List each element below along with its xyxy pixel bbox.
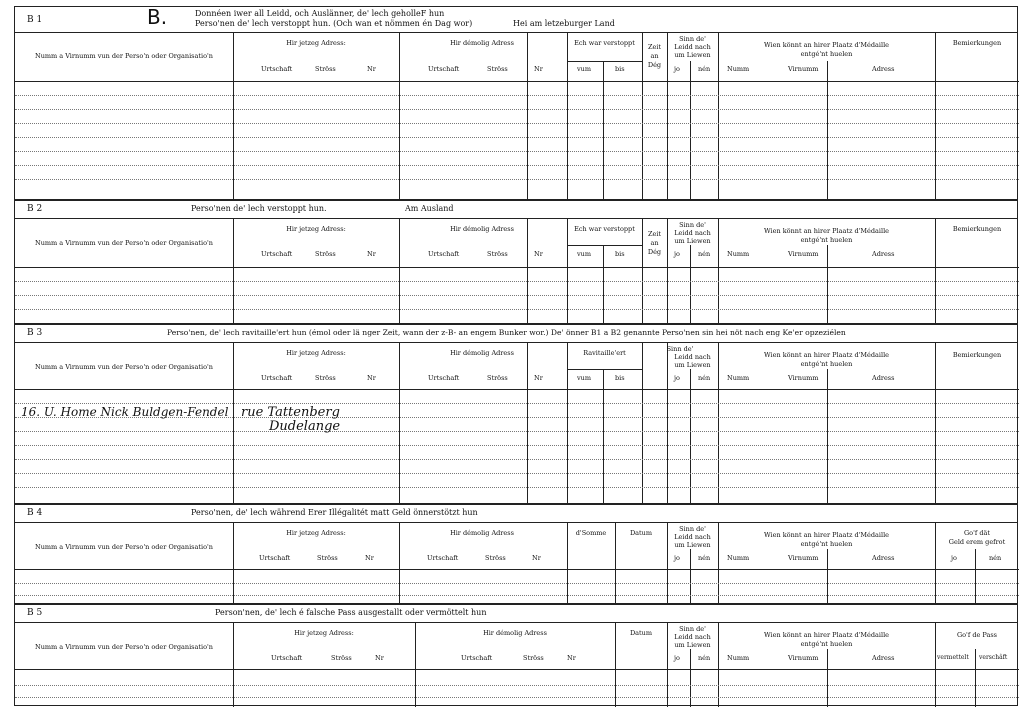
b5-header-pass-issued: vermettelt [937, 654, 969, 661]
b5-header-no: nén [698, 654, 711, 662]
b3-entry-address-line2: Dudelange [269, 419, 341, 434]
b2-header-medal-address: Adress [872, 250, 895, 258]
b1-header-name: Numm a Virnumm vun der Perso'n oder Organisatio'n [35, 52, 213, 60]
b5-header-number-former: Nr [567, 654, 576, 662]
b3-entry-name: 16. U. Home Nick Buldgen-Fendel [21, 405, 229, 419]
b3-header-medal-2: entgé'nt huelen [800, 360, 853, 368]
b3-header-name: Numm a Virnumm vun der Perso'n oder Organisatio'n [35, 363, 213, 371]
b1-header-street-former: Ströss [487, 65, 508, 73]
b3-header-medal-first: Virnumm [788, 374, 819, 382]
b2-header-number: Nr [367, 250, 376, 258]
b2-header-time-3: Dég [647, 248, 662, 256]
b4-header-street-former: Ströss [485, 554, 506, 562]
b3-header-from: vum [577, 374, 592, 382]
b1-header-medal-name: Numm [727, 65, 750, 73]
b1-header-to: bis [615, 65, 625, 73]
b5-header-pass-1: Go'f de Pass [956, 631, 998, 639]
b1-header-from: vum [577, 65, 592, 73]
b2-header-yes: jo [674, 250, 680, 258]
b3-header-yes: jo [674, 374, 680, 382]
b2-header-street-former: Ströss [487, 250, 508, 258]
b1-header-number-former: Nr [534, 65, 543, 73]
b4-header-money-no: nén [989, 554, 1002, 562]
b3-header-number: Nr [367, 374, 376, 382]
b5-header-medal-address: Adress [872, 654, 895, 662]
b5-header-former-address: Hir démolig Adress [483, 629, 547, 637]
b3-header-lost-1: Sinn de' [666, 345, 694, 353]
b2-header-name: Numm a Virnumm vun der Perso'n oder Organisatio'n [35, 239, 213, 247]
b1-header-no: nén [698, 65, 711, 73]
b1-header-locality: Urtschaft [261, 65, 293, 73]
section-b4 [14, 504, 1018, 604]
b3-header-street: Ströss [315, 374, 336, 382]
b5-header-medal-first: Virnumm [788, 654, 819, 662]
b1-header-medal-2: entgé'nt huelen [800, 50, 853, 58]
b4-header-yes: jo [674, 554, 680, 562]
b1-header-remarks: Bemierkungen [952, 39, 1002, 47]
b4-header-lost-1: Sinn de' [679, 525, 706, 533]
section-b4-title-bar [15, 505, 1017, 523]
b5-header-locality: Urtschaft [271, 654, 303, 662]
b2-header-remarks: Bemierkungen [952, 225, 1002, 233]
section-b1-title-line1: Donnéen iwer all Leidd, och Auslänner, de' lech geholleF hun [195, 9, 445, 18]
section-b5-code: B 5 [27, 608, 43, 618]
b3-header-no: nén [698, 374, 711, 382]
b1-header-street: Ströss [315, 65, 336, 73]
b2-header-lost-1: Sinn de' [679, 221, 706, 229]
b5-header-yes: jo [674, 654, 680, 662]
b3-header-street-former: Ströss [487, 374, 508, 382]
b4-header-money-1: Go'f dät [963, 529, 990, 537]
b3-header-lost-2: Leidd nach [674, 353, 711, 361]
b3-header-number-former: Nr [534, 374, 543, 382]
b4-header-no: nén [698, 554, 711, 562]
b1-header-time-3: Dég [647, 61, 662, 69]
b5-header-medal-name: Numm [727, 654, 750, 662]
b4-header-money-yes: jo [951, 554, 957, 562]
b4-header-former-address: Hir démolig Adress [450, 529, 514, 537]
b4-header-lost-2: Leidd nach [674, 533, 711, 541]
b5-header-street: Ströss [331, 654, 352, 662]
b3-header-to: bis [615, 374, 625, 382]
b3-header-remarks: Bemierkungen [952, 351, 1002, 359]
b4-header-medal-1: Wien könnt an hirer Plaatz d'Médaille [763, 531, 890, 539]
b3-header-locality: Urtschaft [261, 374, 293, 382]
section-b1-code: B 1 [27, 15, 43, 25]
b4-header-number: Nr [365, 554, 374, 562]
b2-header-to: bis [615, 250, 625, 258]
b2-header-medal-2: entgé'nt huelen [800, 236, 853, 244]
b3-header-medal-name: Numm [727, 374, 750, 382]
b3-entry-address-line1: rue Tattenberg [241, 405, 340, 420]
b3-header-former-address: Hir démolig Adress [450, 349, 514, 357]
b4-header-current-address: Hir jetzeg Adress: [286, 529, 346, 537]
b2-header-time-1: Zeit [647, 230, 662, 238]
b1-header-lost-2: Leidd nach [674, 43, 711, 51]
b2-header-medal-name: Numm [727, 250, 750, 258]
b3-header-supplied: Ravitaille'ert [583, 349, 626, 357]
b2-header-medal-1: Wien könnt an hirer Plaatz d'Médaille [763, 227, 890, 235]
b4-header-locality-former: Urtschaft [427, 554, 459, 562]
section-b1-title-line2: Perso'nen de' lech verstoppt hun. (Och wan et nömmen én Dag wor) [195, 19, 473, 28]
section-b3-code: B 3 [27, 328, 43, 338]
b1-header-time-2: an [650, 52, 659, 60]
b4-header-locality: Urtschaft [259, 554, 291, 562]
section-b5-title-bar [15, 605, 1017, 623]
b5-header-current-address: Hir jetzeg Adress: [294, 629, 354, 637]
b5-header-street-former: Ströss [523, 654, 544, 662]
section-b5 [14, 604, 1018, 706]
b1-header-former-address: Hir démolig Adress [450, 39, 514, 47]
b2-header-medal-first: Virnumm [788, 250, 819, 258]
b4-header-medal-2: entgé'nt huelen [800, 540, 853, 548]
b2-header-lost-2: Leidd nach [674, 229, 711, 237]
b1-header-yes: jo [674, 65, 680, 73]
b1-header-lost-1: Sinn de' [679, 35, 706, 43]
b5-header-medal-2: entgé'nt huelen [800, 640, 853, 648]
b3-header-current-address: Hir jetzeg Adress: [286, 349, 346, 357]
b5-header-number: Nr [375, 654, 384, 662]
b1-header-time-1: Zeit [647, 43, 662, 51]
b2-header-hidden: Ech war verstoppt [574, 225, 635, 233]
b1-header-medal-address: Adress [872, 65, 895, 73]
b2-header-locality-former: Urtschaft [428, 250, 460, 258]
section-b2-code: B 2 [27, 204, 43, 214]
b4-header-name: Numm a Virnumm vun der Perso'n oder Organisatio'n [35, 543, 213, 551]
b5-header-medal-1: Wien könnt an hirer Plaatz d'Médaille [763, 631, 890, 639]
section-b3-title-bar [15, 325, 1017, 343]
b4-header-sum: d'Somme [575, 529, 607, 537]
section-b2-title: Perso'nen de' lech verstoppt hun. [191, 204, 327, 213]
b1-header-lost-3: um Liewen [674, 51, 711, 59]
b1-header-locality-former: Urtschaft [428, 65, 460, 73]
resistance-form-page [14, 6, 1018, 706]
b2-header-time-2: an [650, 239, 659, 247]
b2-header-locality: Urtschaft [261, 250, 293, 258]
b4-header-money-2: Geld erem gefrot [948, 538, 1006, 546]
b4-header-medal-name: Numm [727, 554, 750, 562]
section-b3 [14, 324, 1018, 504]
section-b1-title-bar [15, 7, 1017, 33]
section-b4-title: Perso'nen, de' lech während Erer Illégalitét matt Geld önnerstötzt hun [191, 508, 478, 517]
b5-header-lost-3: um Liewen [674, 641, 711, 649]
b4-header-number-former: Nr [532, 554, 541, 562]
b5-header-lost-1: Sinn de' [679, 625, 706, 633]
b5-header-name: Numm a Virnumm vun der Perso'n oder Organisatio'n [35, 643, 213, 651]
section-b1 [14, 6, 1018, 200]
b4-header-date: Datum [629, 529, 653, 537]
b5-header-locality-former: Urtschaft [461, 654, 493, 662]
b1-header-hidden: Ech war verstoppt [574, 39, 635, 47]
b2-header-street: Ströss [315, 250, 336, 258]
b1-header-medal-1: Wien könnt an hirer Plaatz d'Médaille [763, 41, 890, 49]
section-b4-code: B 4 [27, 508, 43, 518]
b5-header-date: Datum [629, 629, 653, 637]
section-b2-title-bar [15, 201, 1017, 219]
b4-header-medal-address: Adress [872, 554, 895, 562]
section-b3-title: Perso'nen, de' lech ravitaille'ert hun (émol oder lä nger Zeit, wann der z-B- an engem Bunker wor.) De' önner B1 a B2 genannte Perso'nen sin hei nöt nach eng Ke'er opzeziélen [167, 328, 846, 337]
section-b1-title-right: Hei am letzeburger Land [513, 19, 615, 28]
b2-header-former-address: Hir démolig Adress [450, 225, 514, 233]
b5-header-lost-2: Leidd nach [674, 633, 711, 641]
b2-header-lost-3: um Liewen [674, 237, 711, 245]
b1-header-current-address: Hir jetzeg Adress: [286, 39, 346, 47]
section-letter: B. [147, 5, 168, 29]
section-b5-title: Person'nen, de' lech é falsche Pass ausgestallt oder vermöttelt hun [215, 608, 487, 617]
b2-header-number-former: Nr [534, 250, 543, 258]
b3-header-lost-3: um Liewen [674, 361, 711, 369]
b3-header-medal-1: Wien könnt an hirer Plaatz d'Médaille [763, 351, 890, 359]
b5-header-pass-made: verschâft [979, 654, 1008, 661]
b1-header-medal-first: Virnumm [788, 65, 819, 73]
b2-header-no: nén [698, 250, 711, 258]
b3-header-locality-former: Urtschaft [428, 374, 460, 382]
b4-header-street: Ströss [317, 554, 338, 562]
b4-header-medal-first: Virnumm [788, 554, 819, 562]
b3-header-medal-address: Adress [872, 374, 895, 382]
b4-header-lost-3: um Liewen [674, 541, 711, 549]
section-b2-title-right: Am Ausland [405, 204, 454, 213]
section-b2 [14, 200, 1018, 324]
b2-header-from: vum [577, 250, 592, 258]
b1-header-number: Nr [367, 65, 376, 73]
b2-header-current-address: Hir jetzeg Adress: [286, 225, 346, 233]
